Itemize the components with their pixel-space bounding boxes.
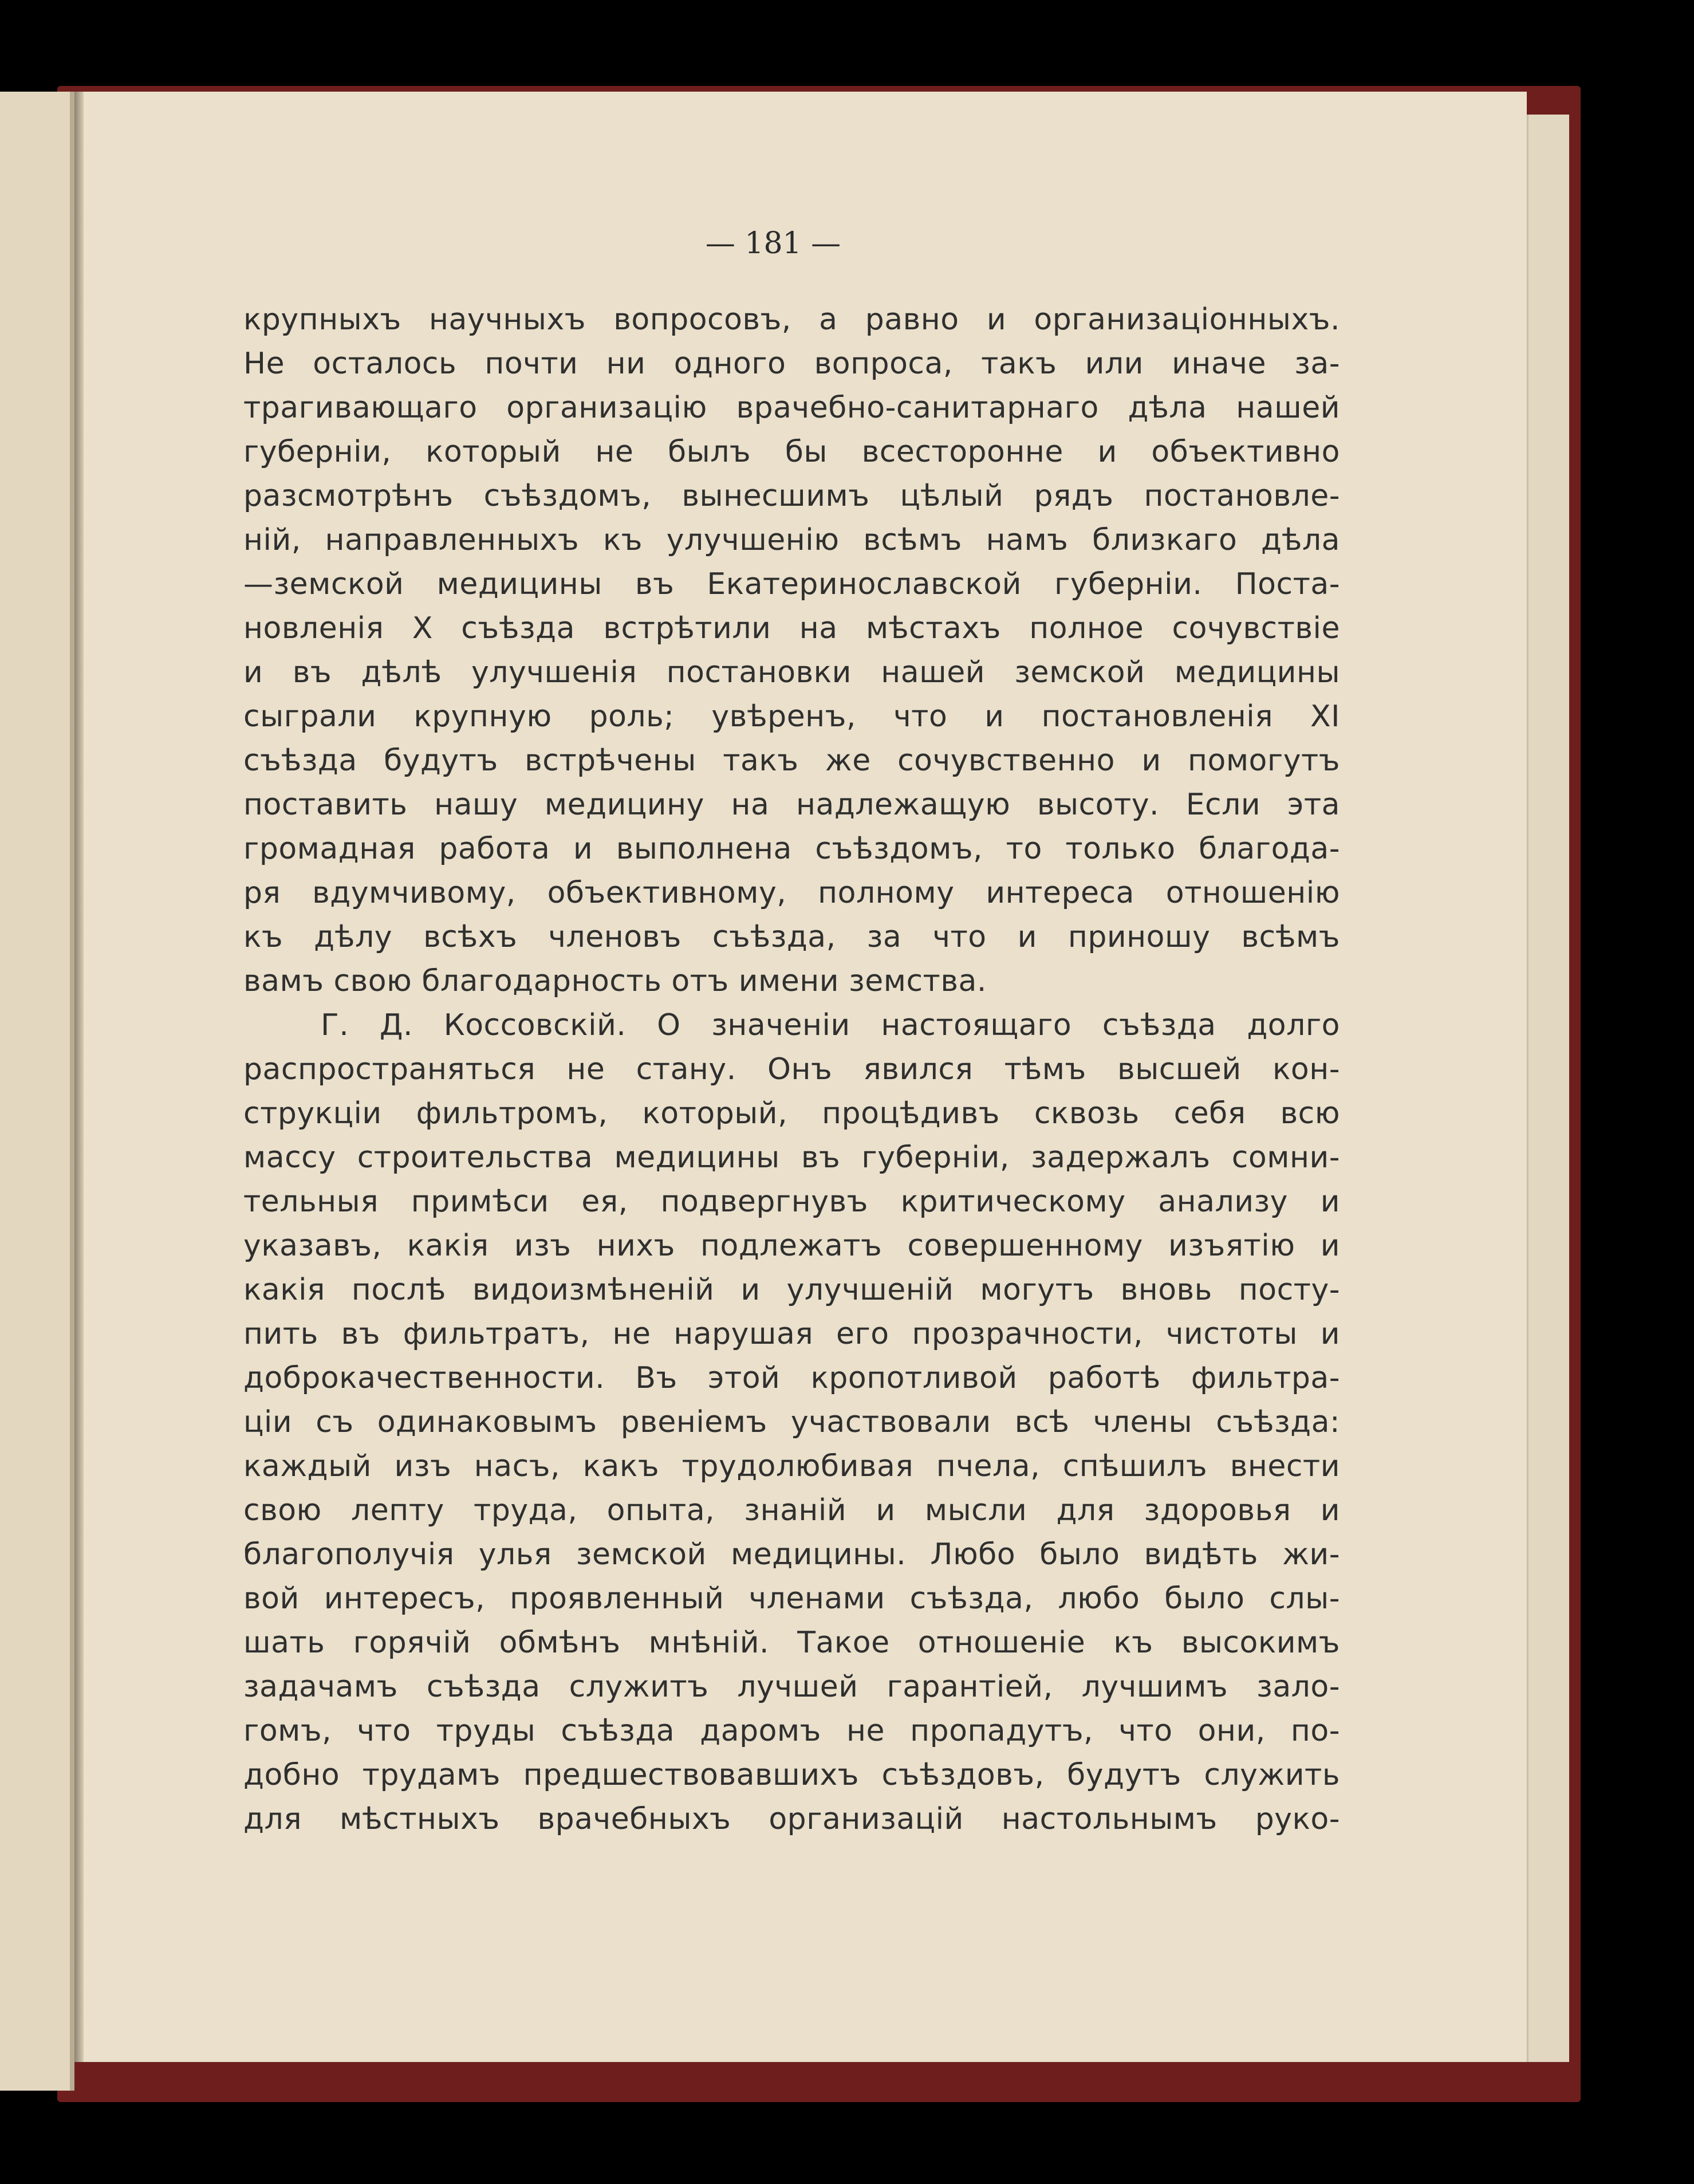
text-line: распространяться не стану. Онъ явился тѣмъ высшей кон- <box>243 1052 1340 1087</box>
text-line: какiя послѣ видоизмѣненiй и улучшенiй могутъ вновь посту- <box>243 1273 1340 1307</box>
text-line: поставить нашу медицину на надлежащую высоту. Если эта <box>243 788 1340 822</box>
book-gutter <box>74 92 84 2062</box>
page-number: — 181 — <box>705 226 841 261</box>
text-line: гомъ, что труды съѣзда даромъ не пропадутъ, что они, по- <box>243 1714 1340 1748</box>
text-line: свою лепту труда, опыта, знанiй и мысли для здоровья и <box>243 1493 1340 1528</box>
text-line: крупныхъ научныхъ вопросовъ, а равно и организацiонныхъ. <box>243 302 1340 337</box>
text-line: добно трудамъ предшествовавшихъ съѣздовъ, будутъ служить <box>243 1758 1340 1792</box>
text-line: пить въ фильтратъ, не нарушая его прозрачности, чистоты и <box>243 1317 1340 1351</box>
text-line: каждый изъ насъ, какъ трудолюбивая пчела, спѣшилъ внести <box>243 1449 1340 1483</box>
text-line: для мѣстныхъ врачебныхъ организацiй настольнымъ руко- <box>243 1802 1340 1836</box>
text-line: нiй, направленныхъ къ улучшенiю всѣмъ намъ близкаго дѣла <box>243 523 1340 557</box>
text-line: вамъ свою благодарность отъ имени земства. <box>243 964 987 998</box>
text-line: громадная работа и выполнена съѣздомъ, то только благода- <box>243 832 1340 866</box>
text-line: задачамъ съѣзда служитъ лучшей гарантiей, лучшимъ зало- <box>243 1670 1340 1704</box>
text-line: доброкачественности. Въ этой кропотливой работѣ фильтра- <box>243 1361 1340 1395</box>
text-line: новленiя X съѣзда встрѣтили на мѣстахъ полное сочувствiе <box>243 611 1340 646</box>
text-line: ря вдумчивому, объективному, полному интереса отношенiю <box>243 876 1340 910</box>
text-line: сыграли крупную роль; увѣренъ, что и постановленiя XI <box>243 699 1340 734</box>
text-line: струкцiи фильтромъ, который, процѣдивъ сквозь себя всю <box>243 1096 1340 1131</box>
text-line: Не осталось почти ни одного вопроса, такъ или иначе за- <box>243 347 1340 381</box>
text-line: Г. Д. Коссовскiй. О значенiи настоящаго съѣзда долго <box>321 1008 1340 1042</box>
text-line: —земской медицины въ Екатеринославской губернiи. Поста- <box>243 567 1340 601</box>
body-text <box>243 298 1340 1841</box>
text-line: съѣзда будутъ встрѣчены такъ же сочувственно и помогутъ <box>243 743 1340 778</box>
text-line: и въ дѣлѣ улучшенiя постановки нашей земской медицины <box>243 655 1340 690</box>
text-line: шать горячiй обмѣнъ мнѣнiй. Такое отношенiе къ высокимъ <box>243 1626 1340 1660</box>
text-line: благополучiя улья земской медицины. Любо было видѣть жи- <box>243 1537 1340 1572</box>
left-page-edge <box>0 92 74 2091</box>
page-stack-edge <box>1527 115 1569 2062</box>
text-line: трагивающаго организацiю врачебно-санитарнаго дѣла нашей <box>243 391 1340 425</box>
text-line: вой интересъ, проявленный членами съѣзда, любо было слы- <box>243 1581 1340 1616</box>
text-line: губернiи, который не былъ бы всесторонне и объективно <box>243 435 1340 469</box>
text-line: разсмотрѣнъ съѣздомъ, вынесшимъ цѣлый рядъ постановле- <box>243 479 1340 513</box>
text-line: къ дѣлу всѣхъ членовъ съѣзда, за что и приношу всѣмъ <box>243 920 1340 954</box>
text-line: указавъ, какiя изъ нихъ подлежатъ совершенному изъятiю и <box>243 1229 1340 1263</box>
text-line: тельныя примѣси ея, подвергнувъ критическому анализу и <box>243 1185 1340 1219</box>
text-line: массу строительства медицины въ губернiи, задержалъ сомни- <box>243 1140 1340 1175</box>
text-line: цiи съ одинаковымъ рвенiемъ участвовали всѣ члены съѣзда: <box>243 1405 1340 1439</box>
